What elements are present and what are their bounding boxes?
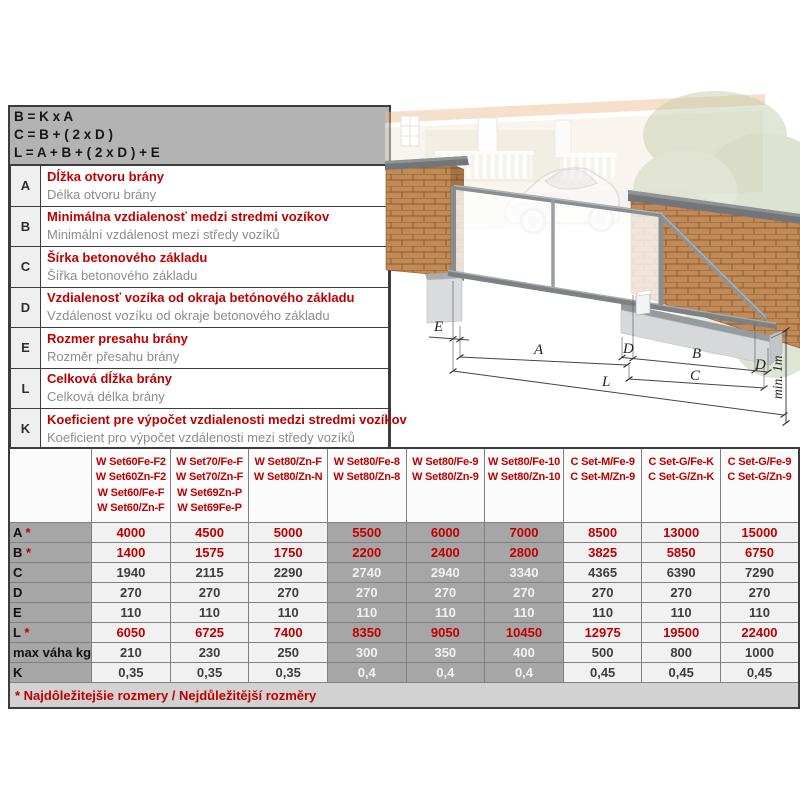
model-name: C Set-M/Fe-9 [570,455,635,468]
legend-desc [41,206,389,247]
legend-sk: Dĺžka otvoru brány [47,168,165,184]
spec-value: 4500 [170,523,249,543]
model-name [564,486,642,502]
legend-cz: Rozměr přesahu brány [47,348,180,364]
spec-value: 350 [406,643,485,663]
spec-value: 270 [406,583,485,603]
spec-header-empty [9,448,92,523]
spec-value: 110 [563,603,642,623]
model-name [721,486,798,502]
spec-value: 0,35 [92,663,171,683]
spec-value: 3825 [563,543,642,563]
legend-row-L [11,368,389,409]
row-label: B * [9,543,92,563]
left-foundation-block [425,272,462,323]
spec-value: 6750 [720,543,799,563]
formula-box [10,107,389,165]
spec-column-header [720,448,799,523]
spec-value: 0,35 [249,663,328,683]
legend-key: K [11,409,41,450]
spec-value: 1575 [170,543,249,563]
spec-value: 400 [485,643,564,663]
model-name: W Set80/Zn-8 [333,471,401,483]
spec-value: 270 [563,583,642,603]
model-name [642,486,720,502]
spec-value: 5850 [642,543,721,563]
spec-value: 0,35 [170,663,249,683]
spec-column-header [170,448,249,523]
spec-value: 4000 [92,523,171,543]
row-label: max váha kg [9,643,92,663]
important-star: * [20,625,30,640]
legend-row-K [11,409,389,450]
spec-value: 9050 [406,623,485,643]
spec-value: 4365 [563,563,642,583]
spec-value: 10450 [485,623,564,643]
legend-key: C [11,247,41,288]
model-name: W Set69Fe-P [177,502,242,514]
model-name: W Set70/Fe-F [176,455,243,468]
formula-line: B = K x A [14,109,74,124]
model-name: C Set-G/Fe-9 [727,455,792,468]
legend-desc [41,166,389,207]
legend-row-A [11,166,389,207]
spec-value: 13000 [642,523,721,543]
spec-value: 5500 [327,523,406,543]
spec-value: 2740 [327,563,406,583]
dim-label-D-left: D [623,341,634,357]
dim-label-C: C [690,368,701,384]
spec-value: 110 [92,603,171,623]
model-name: W Set80/Zn-10 [487,471,561,483]
spec-value: 1940 [92,563,171,583]
spec-value: 210 [92,643,171,663]
spec-value: 0,45 [642,663,721,683]
model-name [564,501,642,517]
legend-sk: Minimálna vzdialenosť medzi stredmi vozíkov [47,209,330,225]
spec-header-row [9,448,799,523]
spec-value: 15000 [720,523,799,543]
model-name: C Set-G/Zn-K [648,471,715,483]
model-name: W Set60/Fe-F [97,486,165,499]
spec-value: 110 [249,603,328,623]
row-label: E [9,603,92,623]
spec-value: 300 [327,643,406,663]
spec-value: 110 [406,603,485,623]
legend-panel [8,105,407,452]
model-name: W Set80/Zn-N [253,471,323,483]
model-name: W Set60Zn-F2 [95,471,167,483]
gate-motor [636,290,652,315]
spec-value: 6050 [92,623,171,643]
row-label: D [9,583,92,603]
row-label: L * [9,623,92,643]
legend-cz: Šířka betonového základu [47,267,198,283]
important-star: * [22,545,32,560]
spec-value: 2200 [327,543,406,563]
row-label: A * [9,523,92,543]
legend-sk: Rozmer presahu brány [47,330,188,346]
spec-value: 7000 [485,523,564,543]
footnote-row [9,683,799,709]
spec-value: 110 [327,603,406,623]
spec-value: 3340 [485,563,564,583]
spec-value: 1000 [720,643,799,663]
important-star: * [21,525,31,540]
spec-value: 0,4 [485,663,564,683]
spec-row-L [9,623,799,643]
spec-column-header [92,448,171,523]
spec-column-header [406,448,485,523]
legend-sk: Celková dĺžka brány [47,371,172,387]
spec-row-K [9,663,799,683]
spec-value: 270 [720,583,799,603]
legend-cz: Délka otvoru brány [47,186,157,202]
model-name: C Set-M/Zn-9 [570,471,636,483]
spec-column-header [485,448,564,523]
model-name: W Set80/Zn-F [254,455,322,468]
dim-label-A: A [534,342,544,358]
spec-value: 19500 [642,623,721,643]
spec-value: 250 [249,643,328,663]
model-name: W Set69Zn-P [177,486,243,499]
legend-row-B [11,206,389,247]
gate-diagram [385,90,800,455]
legend-desc [41,409,407,450]
model-name: W Set80/Fe-10 [488,455,560,468]
spec-value: 2290 [249,563,328,583]
dim-label-D-right: D [755,357,766,373]
spec-value: 1400 [92,543,171,563]
model-name: W Set80/Fe-9 [412,455,479,468]
spec-column-header [563,448,642,523]
row-label: K [9,663,92,683]
model-name: W Set80/Zn-9 [411,471,479,483]
model-name [642,501,720,517]
model-name [485,486,563,502]
spec-value: 230 [170,643,249,663]
legend-key: D [11,287,41,328]
spec-value: 22400 [720,623,799,643]
legend-cz: Minimální vzdálenost mezi středy vozíků [47,227,280,243]
model-name: W Set70/Zn-F [175,471,244,483]
model-name [485,501,563,517]
legend-row-D [11,287,389,328]
dim-label-min-1m: min. 1m [770,355,785,399]
spec-value: 6000 [406,523,485,543]
legend-sk: Koeficient pre výpočet vzdialenosti medzi stredmi vozíkov [47,411,407,427]
spec-column-header [642,448,721,523]
model-name [249,486,327,502]
spec-row-E [9,603,799,623]
spec-row-B [9,543,799,563]
legend-desc [41,247,389,288]
dim-label-B: B [692,346,702,362]
spec-row-max-váha-kg [9,643,799,663]
spec-value: 110 [170,603,249,623]
spec-value: 110 [642,603,721,623]
formula-line: L = A + B + ( 2 x D ) + E [14,145,160,160]
spec-row-D [9,583,799,603]
spec-value: 2800 [485,543,564,563]
spec-value: 270 [170,583,249,603]
model-name: C Set-G/Fe-K [648,455,714,468]
legend-key: E [11,328,41,369]
spec-value: 2940 [406,563,485,583]
legend-sk: Vzdialenosť vozíka od okraja betónového základu [47,290,355,306]
model-name: W Set60Fe-F2 [96,455,166,468]
spec-value: 7400 [249,623,328,643]
model-name: W Set60/Zn-F [97,502,165,514]
legend-key: A [11,166,41,207]
model-name [407,501,485,517]
legend-row-C [11,247,389,288]
spec-value: 8500 [563,523,642,543]
model-name: C Set-G/Zn-9 [727,471,792,483]
spec-value: 110 [485,603,564,623]
spec-value: 1750 [249,543,328,563]
model-name [249,501,327,517]
legend-row-E [11,328,389,369]
spec-value: 12975 [563,623,642,643]
spec-value: 6725 [170,623,249,643]
spec-row-A [9,523,799,543]
legend-sk: Šírka betonového základu [47,249,208,265]
footnote: * Najdôležitejšie rozmery / Nejdůležitější rozměry [9,683,799,709]
spec-value: 270 [92,583,171,603]
spec-value: 110 [720,603,799,623]
spec-value: 6390 [642,563,721,583]
model-name: W Set80/Fe-8 [333,455,400,468]
model-name [721,501,798,517]
legend-body [11,166,407,450]
spec-body [9,523,799,683]
legend-cz: Koeficient pro výpočet vzdálenosti mezi středy vozíků [47,429,355,445]
spec-value: 8350 [327,623,406,643]
spec-value: 2400 [406,543,485,563]
dim-label-L: L [602,374,611,390]
legend-table [10,165,407,450]
legend-desc [41,368,389,409]
spec-value: 0,45 [563,663,642,683]
dim-label-E: E [434,319,444,335]
spec-value: 0,45 [720,663,799,683]
spec-value: 0,4 [406,663,485,683]
row-label: C [9,563,92,583]
model-name [328,501,406,517]
model-name [407,486,485,502]
spec-value: 270 [485,583,564,603]
legend-cz: Celková délka brány [47,389,165,405]
spec-value: 500 [563,643,642,663]
spec-column-header [327,448,406,523]
spec-value: 2115 [170,563,249,583]
spec-value: 270 [327,583,406,603]
legend-key: L [11,368,41,409]
spec-value: 5000 [249,523,328,543]
spec-value: 270 [249,583,328,603]
spec-row-C [9,563,799,583]
spec-value: 800 [642,643,721,663]
legend-desc [41,328,389,369]
spec-table [8,447,800,709]
spec-value: 270 [642,583,721,603]
spec-column-header [249,448,328,523]
model-name [328,486,406,502]
legend-cz: Vzdálenost vozíku od okraje betonového základu [47,308,330,324]
formula-line: C = B + ( 2 x D ) [14,127,114,142]
spec-value: 7290 [720,563,799,583]
legend-desc [41,287,389,328]
legend-key: B [11,206,41,247]
spec-value: 0,4 [327,663,406,683]
